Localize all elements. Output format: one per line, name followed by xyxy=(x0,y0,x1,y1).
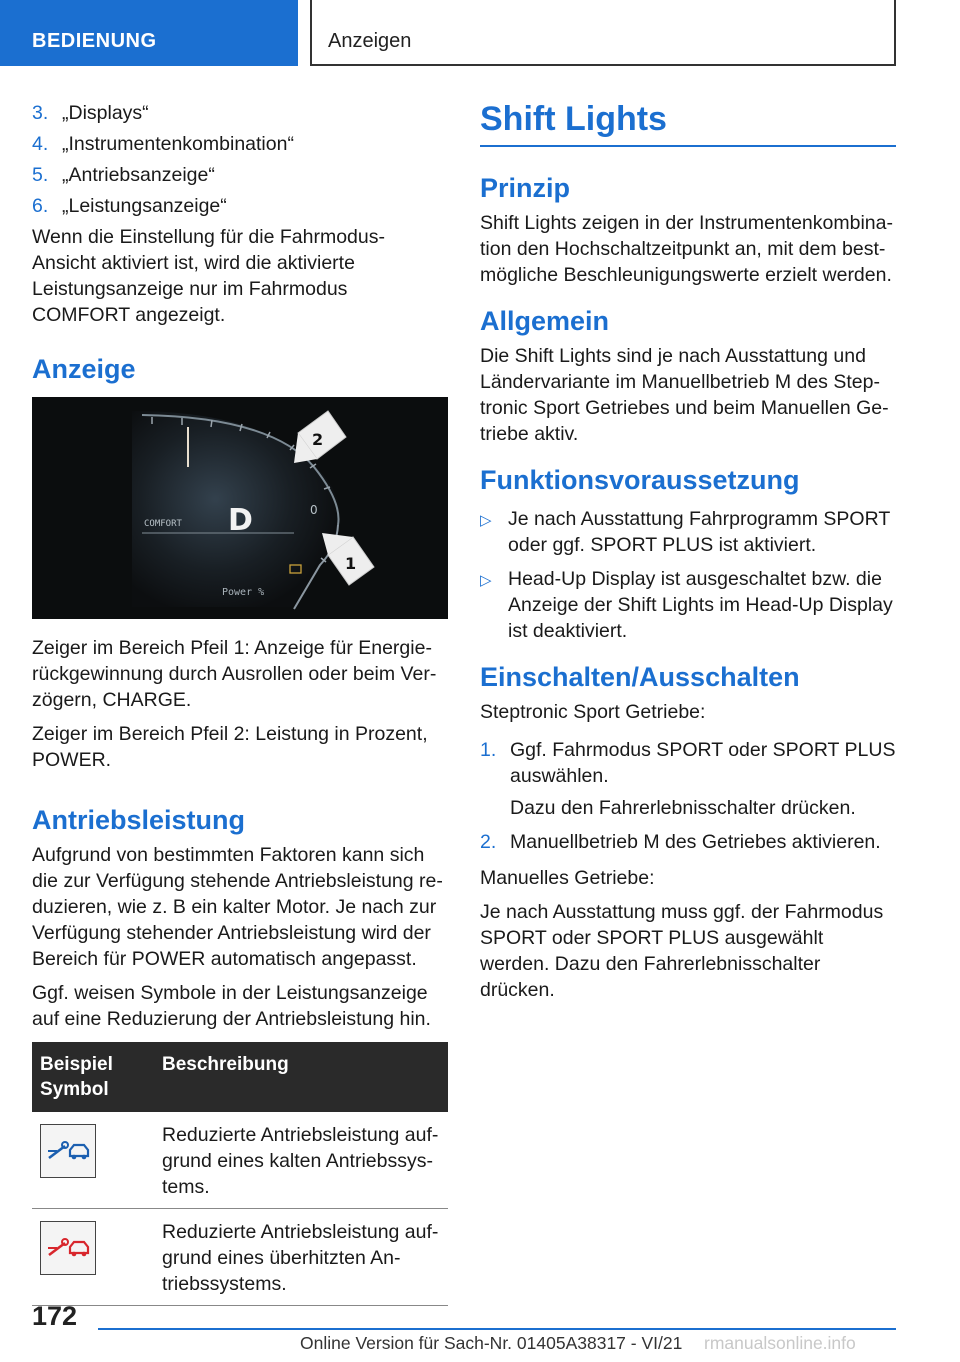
section-allgemein xyxy=(480,306,896,447)
svg-text:2: 2 xyxy=(312,430,324,449)
antrieb-paragraph-1: Aufgrund von bestimmten Faktoren kann sich die zur Verfügung stehende Antriebsleistung reduzieren, wie z. B ein kalter Motor. Je nach zur Verfügung stehender Antriebsleistung wird der Bereich für POWER automatisch angepasst. xyxy=(32,844,443,970)
caption-arrow-1: Zeiger im Bereich Pfeil 1: Anzeige für Energierückgewinnung durch Ausrollen oder beim Verzögern, CHARGE. xyxy=(32,637,437,711)
heading-shift-lights: Shift Lights xyxy=(480,100,896,147)
menu-path-list xyxy=(32,100,448,219)
chapter-header xyxy=(310,0,896,66)
table-cell-description: Reduzierte Antriebsleistung aufgrund eines kalten Antriebssystems. xyxy=(154,1112,448,1209)
heading-funktionsvoraussetzung: Funktionsvoraussetzung xyxy=(480,465,800,495)
prinzip-text: Shift Lights zeigen in der Instrumentenkombination den Hochschaltzeitpunkt an, mit dem bestmögliche Beschleunigungswerte erzielt werden. xyxy=(480,212,893,286)
table-header-symbol: Beispiel Symbol xyxy=(32,1042,154,1112)
intro-paragraph: Wenn die Einstellung für die Fahrmodus-Ansicht aktiviert ist, wird die aktivierte Leistungsanzeige nur im Fahrmodus COMFORT angezeigt. xyxy=(32,226,385,326)
cluster-graphic xyxy=(32,397,448,619)
section-einschalten xyxy=(480,662,896,1003)
list-item: ▷ Je nach Ausstattung Fahrprogramm SPORT oder ggf. SPORT PLUS ist aktiviert. xyxy=(480,508,890,556)
footer-rule xyxy=(98,1328,896,1330)
heading-anzeige: Anzeige xyxy=(32,354,136,384)
triangle-bullet-icon: ▷ xyxy=(480,512,492,529)
list-item: 1. Ggf. Fahrmodus SPORT oder SPORT PLUS auswählen. Dazu den Fahrerlebnisschalter drücken. xyxy=(480,739,896,819)
heading-antriebsleistung: Antriebsleistung xyxy=(32,805,246,835)
page-number: 172 xyxy=(32,1301,78,1331)
requirements-list xyxy=(480,506,896,644)
step-sub-text: Dazu den Fahrerlebnisschalter drücken. xyxy=(510,797,856,819)
caption-arrow-2: Zeiger im Bereich Pfeil 2: Leistung in Prozent, POWER. xyxy=(32,723,428,771)
footer-online-version: Online Version für Sach-Nr. 01405A38317 - VI/21 xyxy=(300,1333,683,1353)
list-item: 2. Manuellbetrieb M des Getriebes aktivieren. xyxy=(480,831,881,853)
right-column xyxy=(480,100,896,1021)
watermark-text: rmanualsonline.info xyxy=(704,1333,856,1353)
table-row xyxy=(32,1209,448,1306)
list-item: 6. „Leistungsanzeige“ xyxy=(32,195,227,217)
list-item: ▷ Head-Up Display ist ausgeschaltet bzw. die Anzeige der Shift Lights im Head-Up Display ist deaktiviert. xyxy=(480,568,893,642)
table-cell-symbol xyxy=(32,1209,154,1306)
heading-allgemein: Allgemein xyxy=(480,306,610,336)
chapter-title: Anzeigen xyxy=(328,30,412,52)
triangle-bullet-icon: ▷ xyxy=(480,572,492,589)
svg-text:0: 0 xyxy=(310,503,318,517)
car-wrench-cold-icon xyxy=(40,1124,96,1178)
allgemein-text: Die Shift Lights sind je nach Ausstattung und Ländervariante im Manuellbetrieb M des Steptronic Sport Getriebes und beim Manuellen Getriebe aktiv. xyxy=(480,345,889,445)
svg-text:Power %: Power % xyxy=(222,587,265,598)
list-item: 4. „Instrumentenkombination“ xyxy=(32,133,294,155)
heading-prinzip: Prinzip xyxy=(480,173,571,203)
instrument-cluster-image xyxy=(32,397,448,619)
table-row xyxy=(32,1112,448,1209)
section-tab xyxy=(0,0,298,66)
steps-list xyxy=(480,737,896,855)
antrieb-paragraph-2: Ggf. weisen Symbole in der Leistungsanzeige auf eine Reduzierung der Antriebsleistung hin. xyxy=(32,982,431,1030)
symbol-table xyxy=(32,1042,448,1306)
section-prinzip xyxy=(480,173,896,288)
svg-text:COMFORT: COMFORT xyxy=(144,519,182,529)
heading-einschalten: Einschalten/Ausschalten xyxy=(480,662,800,692)
table-cell-description: Reduzierte Antriebsleistung aufgrund eines überhitzten Antriebssystems. xyxy=(154,1209,448,1306)
list-item: 5. „Antriebsanzeige“ xyxy=(32,164,215,186)
manuell-label: Manuelles Getriebe: xyxy=(480,867,655,889)
svg-text:1: 1 xyxy=(345,554,357,573)
section-funktionsvoraussetzung xyxy=(480,465,896,644)
table-header-row xyxy=(32,1042,448,1112)
table-cell-symbol xyxy=(32,1112,154,1209)
section-label: BEDIENUNG xyxy=(32,30,157,52)
manuell-text: Je nach Ausstattung muss ggf. der Fahrmodus SPORT oder SPORT PLUS ausgewählt werden. Dazu den Fahrerlebnisschalter drücken. xyxy=(480,901,884,1001)
table-header-description: Beschreibung xyxy=(154,1042,448,1112)
steptronic-label: Steptronic Sport Getriebe: xyxy=(480,701,706,723)
car-wrench-hot-icon xyxy=(40,1221,96,1275)
list-item: 3. „Displays“ xyxy=(32,102,149,124)
svg-text:D: D xyxy=(228,503,253,538)
left-column xyxy=(32,100,448,1306)
